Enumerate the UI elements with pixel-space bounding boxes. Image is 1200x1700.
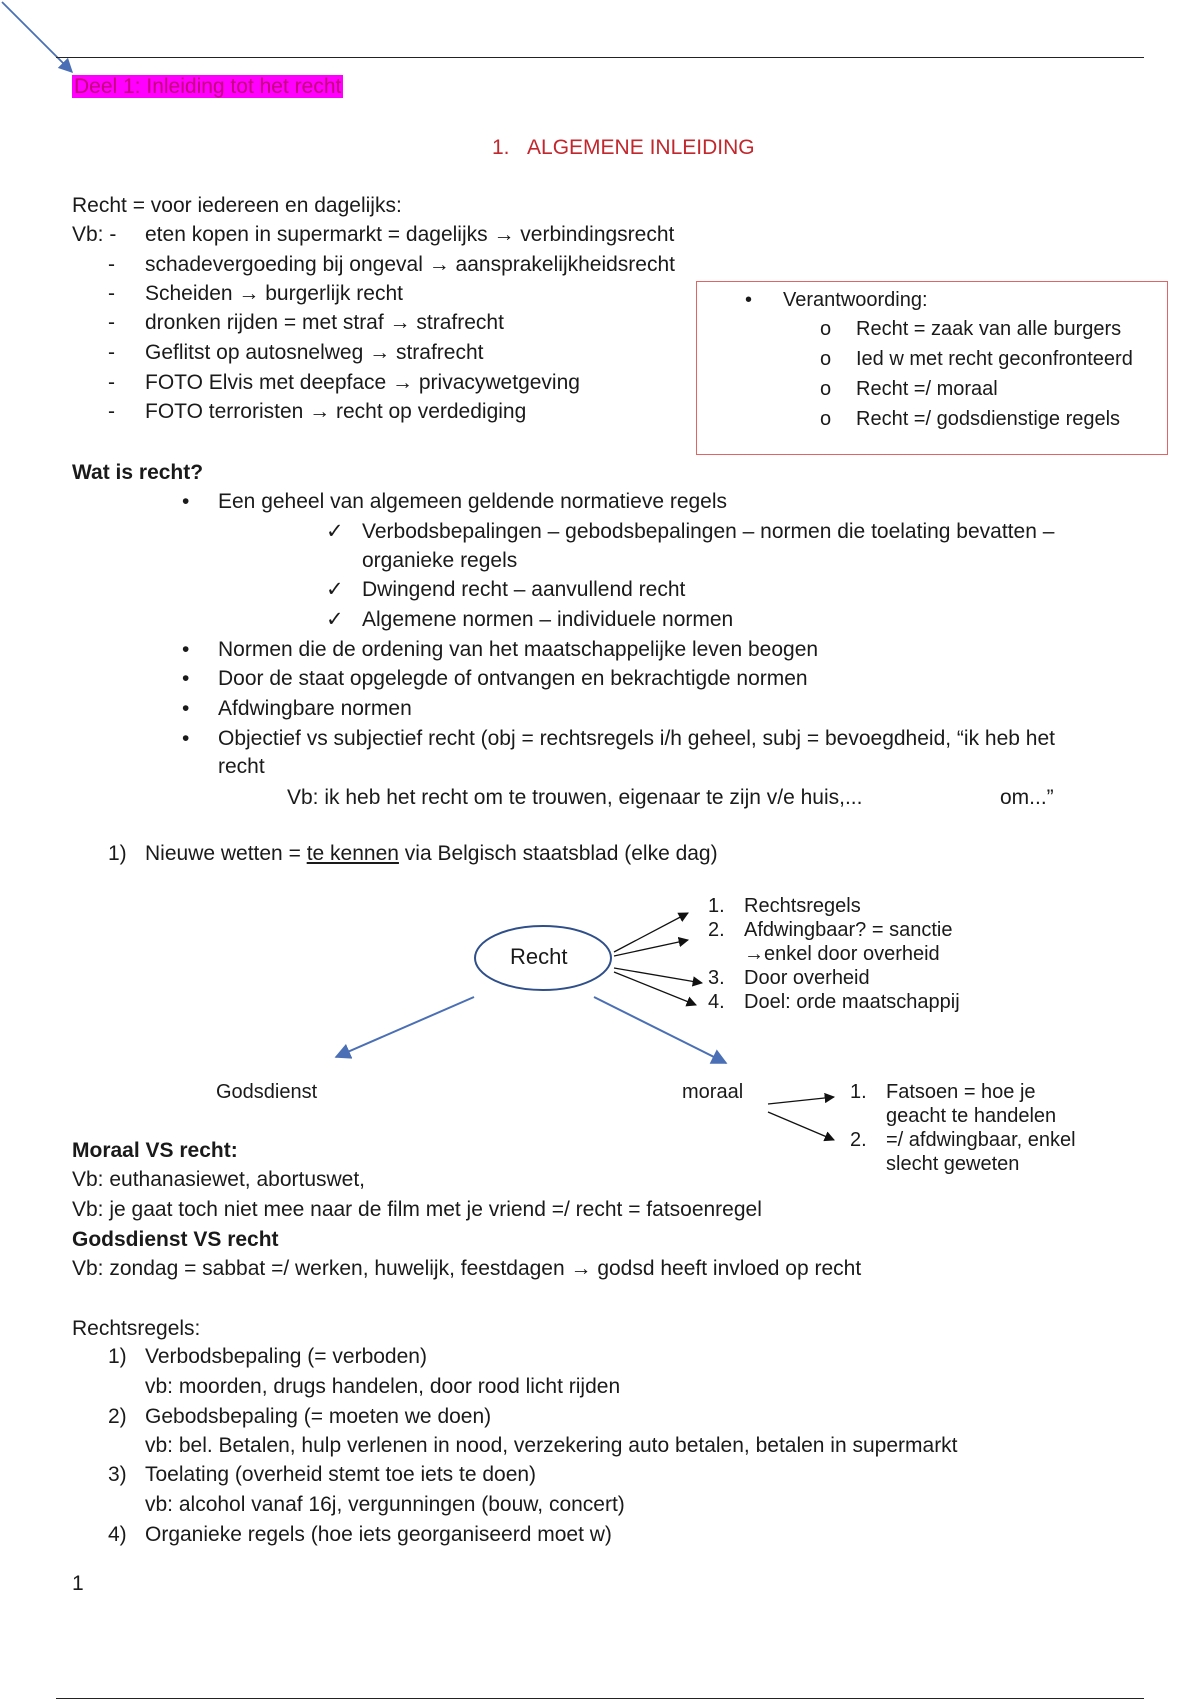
list-number: 4) <box>108 1523 127 1546</box>
bullet: • <box>182 490 190 513</box>
moraal-item: Fatsoen = hoe je <box>886 1081 1036 1103</box>
dash: - <box>108 253 115 276</box>
page-number: 1 <box>72 1572 84 1595</box>
moraal-vs-line: Vb: euthanasiewet, abortuswet, <box>72 1168 366 1191</box>
intro-item: FOTO terroristen → recht op verdediging <box>145 400 527 423</box>
intro-item: dronken rijden = met straf → strafrecht <box>145 311 504 334</box>
intro-line: Recht = voor iedereen en dagelijks: <box>72 194 402 217</box>
section-title: 1. ALGEMENE INLEIDING <box>492 136 755 159</box>
diagram-num: 4. <box>708 991 725 1013</box>
arrow-to-item-4 <box>614 972 696 1005</box>
diagram-item-cont: →enkel door overheid <box>744 943 940 965</box>
box-sub-bullet: o <box>820 408 832 430</box>
diagram-item: Rechtsregels <box>744 895 861 917</box>
list-number: 2) <box>108 1405 127 1428</box>
godsdienst-node: Godsdienst <box>216 1081 318 1103</box>
dash: - <box>108 400 115 423</box>
nieuwe-wetten-line: Nieuwe wetten = te kennen via Belgisch staatsblad (elke dag) <box>145 842 718 865</box>
check-icon: ✓ <box>326 520 344 543</box>
dash: - <box>108 282 115 305</box>
rechtsregel-item: Verbodsbepaling (= verboden) <box>145 1345 427 1368</box>
check-text-cont: organieke regels <box>362 549 518 572</box>
bottom-rule <box>56 1698 1144 1699</box>
godsdienst-vs-line: Vb: zondag = sabbat =/ werken, huwelijk, feestdagen → godsd heeft invloed op recht <box>72 1257 862 1280</box>
part-title: Deel 1: Inleiding tot het recht <box>74 75 342 98</box>
arrow-to-godsdienst <box>336 997 474 1057</box>
dash: - <box>108 311 115 334</box>
rechtsregel-item: Gebodsbepaling (= moeten we doen) <box>145 1405 492 1428</box>
godsdienst-vs-heading: Godsdienst VS recht <box>72 1228 279 1251</box>
check-text: Dwingend recht – aanvullend recht <box>362 578 686 601</box>
diagram-num: 1. <box>708 895 725 917</box>
moraal-num: 1. <box>850 1081 867 1103</box>
moraal-vs-line: Vb: je gaat toch niet mee naar de film met je vriend =/ recht = fatsoenregel <box>72 1198 762 1221</box>
corner-arrow <box>2 2 72 72</box>
box-heading: Verantwoording: <box>783 289 928 311</box>
dash: - <box>108 371 115 394</box>
moraal-num: 2. <box>850 1129 867 1151</box>
bullet-text: Normen die de ordening van het maatschappelijke leven beogen <box>218 638 819 661</box>
diagram-num: 3. <box>708 967 725 989</box>
box-sub-bullet: o <box>820 378 832 400</box>
box-sub-bullet: o <box>820 348 832 370</box>
moraal-vs-heading: Moraal VS recht: <box>72 1139 238 1162</box>
intro-item: eten kopen in supermarkt = dagelijks → verbindingsrecht <box>145 223 675 246</box>
box-item: Recht = zaak van alle burgers <box>856 318 1122 340</box>
vb-line: Vb: ik heb het recht om te trouwen, eigenaar te zijn v/e huis,... <box>287 786 863 809</box>
moraal-item-cont: slecht geweten <box>886 1153 1020 1175</box>
rechtsregel-vb: vb: bel. Betalen, hulp verlenen in nood, verzekering auto betalen, betalen in supermarkt <box>145 1434 958 1457</box>
bullet-text: Door de staat opgelegde of ontvangen en bekrachtigde normen <box>218 667 808 690</box>
diagram-num: 2. <box>708 919 725 941</box>
dash: - <box>108 341 115 364</box>
bullet-text: Afdwingbare normen <box>218 697 412 720</box>
wat-is-recht-heading: Wat is recht? <box>72 461 204 484</box>
top-rule <box>56 57 1144 58</box>
arrow-moraal-1 <box>768 1097 834 1104</box>
intro-item: Scheiden → burgerlijk recht <box>145 282 403 305</box>
arrow-to-item-2 <box>614 940 688 956</box>
check-icon: ✓ <box>326 608 344 631</box>
intro-vb-label: Vb: - <box>72 223 117 246</box>
moraal-item-cont: geacht te handelen <box>886 1105 1057 1127</box>
arrow-to-item-3 <box>614 968 702 983</box>
moraal-item: =/ afdwingbaar, enkel <box>886 1129 1076 1151</box>
arrow-to-item-1 <box>614 913 688 952</box>
box-bullet: • <box>745 289 753 311</box>
list-number: 1) <box>108 1345 127 1368</box>
rechtsregel-item: Organieke regels (hoe iets georganiseerd moet w) <box>145 1523 612 1546</box>
arrow-to-moraal <box>594 997 726 1063</box>
rechtsregel-vb: vb: moorden, drugs handelen, door rood licht rijden <box>145 1375 621 1398</box>
rechtsregels-heading: Rechtsregels: <box>72 1317 201 1340</box>
list-number: 1) <box>108 842 127 865</box>
bullet: • <box>182 638 190 661</box>
bullet: • <box>182 727 190 750</box>
bullet-text-cont: recht <box>218 755 265 778</box>
intro-item: schadevergoeding bij ongeval → aansprakelijkheidsrecht <box>145 253 675 276</box>
rechtsregel-item: Toelating (overheid stemt toe iets te doen) <box>145 1463 537 1486</box>
bullet: • <box>182 697 190 720</box>
diagram-item: Afdwingbaar? = sanctie <box>744 919 953 941</box>
list-number: 3) <box>108 1463 127 1486</box>
box-item: Ied w met recht geconfronteerd <box>856 348 1133 370</box>
box-item: Recht =/ moraal <box>856 378 998 400</box>
intro-item: FOTO Elvis met deepface → privacywetgeving <box>145 371 580 394</box>
moraal-node: moraal <box>682 1081 744 1103</box>
bullet-text: Objectief vs subjectief recht (obj = rechtsregels i/h geheel, subj = bevoegdheid, “ik heb het <box>218 727 1055 750</box>
check-icon: ✓ <box>326 578 344 601</box>
intro-item: Geflitst op autosnelweg → strafrecht <box>145 341 484 364</box>
check-text: Verbodsbepalingen – gebodsbepalingen – normen die toelating bevatten – <box>362 520 1055 543</box>
check-text: Algemene normen – individuele normen <box>362 608 734 631</box>
arrow-moraal-2 <box>768 1112 834 1140</box>
rechtsregel-vb: vb: alcohol vanaf 16j, vergunningen (bouw, concert) <box>145 1493 625 1516</box>
diagram-center-label: Recht <box>510 944 568 969</box>
box-sub-bullet: o <box>820 318 832 340</box>
diagram-item: Doel: orde maatschappij <box>744 991 960 1013</box>
diagram-item: Door overheid <box>744 967 870 989</box>
bullet: • <box>182 667 190 690</box>
box-item: Recht =/ godsdienstige regels <box>856 408 1121 430</box>
vb-tail: om...” <box>1000 786 1054 809</box>
bullet-text: Een geheel van algemeen geldende normatieve regels <box>218 490 728 513</box>
